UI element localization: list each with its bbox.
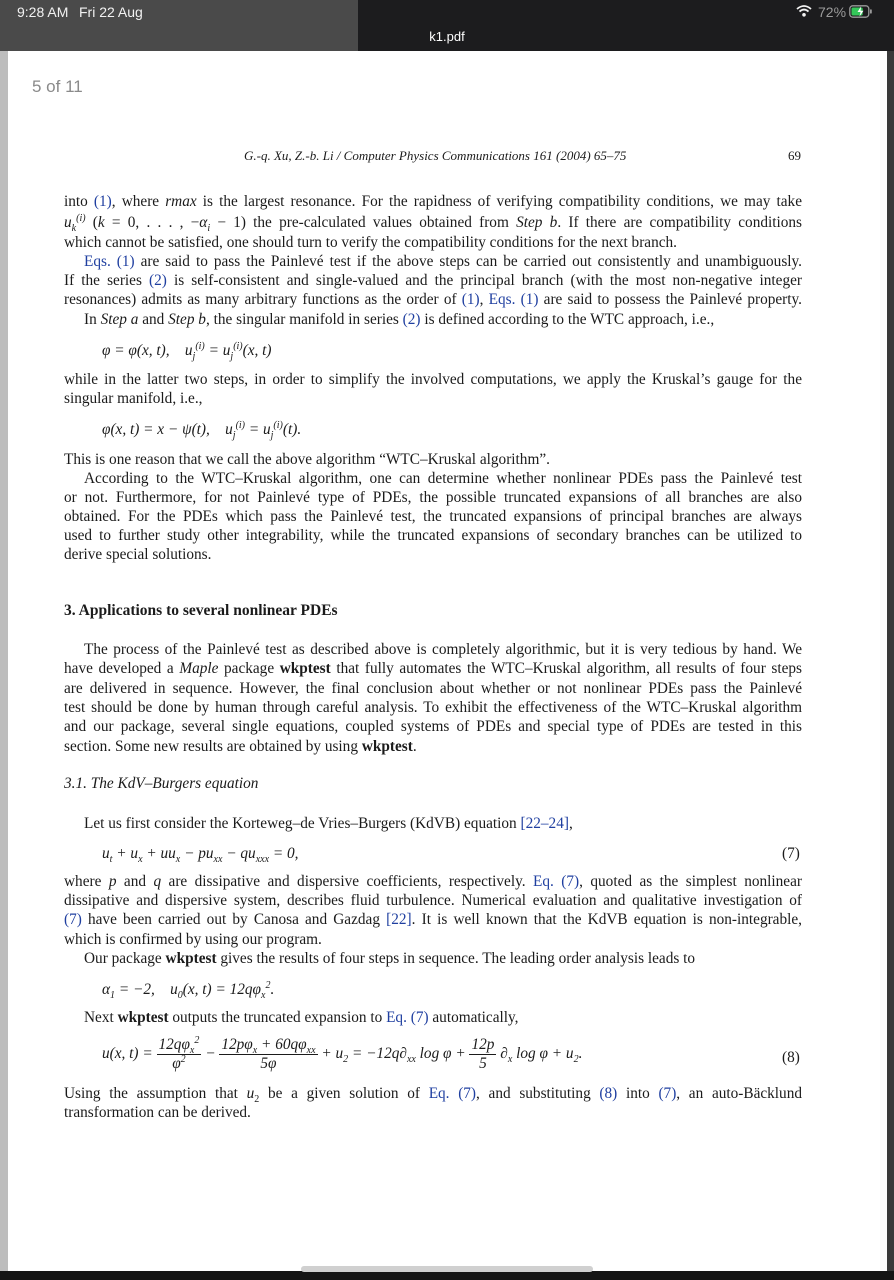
equation: $\alpha_1 = -2$, $u_0(x$, $t) = 12q\varphi_x^2$. bbox=[102, 979, 275, 1002]
body-line: Let us first consider the Korteweg–de Vries–Burgers (KdVB) equation [22–24], bbox=[84, 815, 573, 832]
subsection-title: 3.1. The KdV–Burgers equation bbox=[64, 775, 259, 792]
status-date: Fri 22 Aug bbox=[79, 4, 143, 20]
running-head: G.-q. Xu, Z.-b. Li / Computer Physics Communications 161 (2004) 65–75 bbox=[244, 148, 627, 163]
body-line: Eqs. (1) are said to pass the Painlevé test if the above steps can be carried out consistently and unambiguously. bbox=[84, 253, 803, 270]
body-line: singular manifold, i.e., bbox=[64, 390, 203, 407]
ref-link[interactable]: Eq. (7) bbox=[533, 873, 580, 890]
ref-link[interactable]: (8) bbox=[599, 1085, 618, 1102]
equation: $u_t + u_x + uu_x - pu_{xx} - qu_{xxx} = 0$, bbox=[102, 845, 299, 866]
page-counter: 5 of 11 bbox=[32, 77, 83, 96]
body-line: $u_k^{(i)}$ (k = 0, . . . , $-\alpha_i - 1$) the pre-calculated values obtained from Step b. If there are compatibility conditions bbox=[64, 212, 803, 235]
body-line: Next wkptest outputs the truncated expansion to Eq. (7) automatically, bbox=[84, 1009, 519, 1026]
body-line: while in the latter two steps, in order to simplify the involved computations, we apply the Kruskal’s gauge for the bbox=[64, 371, 802, 388]
ref-link[interactable]: (1) bbox=[93, 193, 112, 210]
status-time: 9:28 AM bbox=[17, 4, 69, 20]
body-line: into (1), where rmax is the largest resonance. For the rapidness of verifying compatibility conditions, we may take bbox=[64, 193, 802, 210]
ref-link[interactable]: Eq. (7) bbox=[386, 1009, 429, 1026]
home-indicator[interactable] bbox=[301, 1266, 593, 1272]
ref-link[interactable]: (7) bbox=[64, 911, 82, 928]
equation: φ = φ(x, t), $u_j^{(i)} = u_j^{(i)}(x$, t) bbox=[102, 340, 272, 363]
battery-percent: 72% bbox=[818, 4, 847, 20]
body-line: Using the assumption that $u_2$ be a given solution of Eq. (7), and substituting (8) into (7), an auto-Bäcklund bbox=[64, 1085, 802, 1106]
body-line: or not. Furthermore, for not Painlevé type of PDEs, the possible truncated expansions of all branches are also bbox=[64, 489, 802, 506]
equation: u(x, t) = $\frac{12q\varphi_x^2}{\varphi^2}$ − $\frac{12p\varphi_x + 60q\varphi_{xx}}{5\varphi}$ + $u_2 = -12q\partial_{xx}$ log φ + $\frac{12p}{5}$ $\partial_x$ $\log \varphi + u_2$. bbox=[102, 1034, 583, 1072]
body-line: Our package wkptest gives the results of four steps in sequence. The leading order analysis leads to bbox=[84, 950, 696, 967]
body-line: transformation can be derived. bbox=[64, 1104, 251, 1121]
body-line: (7) have been carried out by Canosa and Gazdag [22]. It is well known that the KdVB equation is non-integrable, bbox=[64, 911, 802, 928]
body-line: section. Some new results are obtained by using wkptest. bbox=[64, 738, 417, 755]
ref-link[interactable]: (2) bbox=[402, 311, 421, 328]
ref-link[interactable]: [22–24] bbox=[520, 815, 569, 832]
bottom-bar bbox=[0, 1271, 894, 1280]
battery-charging-icon bbox=[849, 5, 873, 18]
body-line: dissipative and dispersive system, describes fluid turbulence. Numerical evaluation and qualitative investigation of bbox=[64, 892, 802, 909]
ref-link[interactable]: Eq. (7) bbox=[428, 1085, 477, 1102]
ref-link[interactable]: Eqs. (1) bbox=[84, 253, 135, 270]
equation: φ(x, t) = x − ψ(t), $u_j^{(i)} = u_j^{(i)}(t)$. bbox=[102, 419, 302, 442]
page-left-edge bbox=[0, 51, 8, 1271]
body-line: have developed a Maple package wkptest that fully automates the WTC–Kruskal algorithm, all results of four steps bbox=[64, 660, 802, 677]
wifi-icon bbox=[796, 5, 812, 17]
page-number: 69 bbox=[788, 148, 801, 163]
body-line: used to further study other integrability, while the truncated expansions of secondary branches can be utilized to bbox=[64, 527, 802, 544]
ref-link[interactable]: (1) bbox=[461, 291, 480, 308]
ref-link[interactable]: (2) bbox=[149, 272, 167, 289]
body-line: If the series (2) is self-consistent and single-valued and the principal branch (with the most non-negative integer bbox=[64, 272, 802, 289]
body-line: The process of the Painlevé test as described above is completely algorithmic, but it is very tedious by hand. We bbox=[84, 641, 802, 658]
top-bar bbox=[0, 0, 894, 51]
body-line: and our package, several single equations, coupled systems of PDEs and special type of PDEs are tested in this bbox=[64, 718, 802, 735]
body-line: where p and q are dissipative and dispersive coefficients, respectively. Eq. (7), quoted as the simplest nonlinear bbox=[64, 873, 802, 890]
body-line: derive special solutions. bbox=[64, 546, 212, 563]
ref-link[interactable]: Eqs. (1) bbox=[488, 291, 539, 308]
body-line: test should be done by human through careful analysis. To exhibit the effectiveness of the WTC–Kruskal algorithm bbox=[64, 699, 802, 716]
body-line: resonances) admits as many arbitrary functions as the order of (1), Eqs. (1) are said to possess the Painlevé property. bbox=[64, 291, 802, 308]
section-title: 3. Applications to several nonlinear PDEs bbox=[64, 602, 338, 619]
ref-link[interactable]: (7) bbox=[658, 1085, 677, 1102]
equation-number: (8) bbox=[782, 1049, 800, 1066]
body-line: which cannot be satisfied, one should turn to verify the compatibility conditions for the next branch. bbox=[64, 234, 678, 251]
body-line: which is confirmed by using our program. bbox=[64, 931, 322, 948]
body-line: obtained. For the PDEs which pass the Painlevé test, the truncated expansions of principal branches are always bbox=[64, 508, 802, 525]
equation-number: (7) bbox=[782, 845, 800, 862]
body-line: are delivered in sequence. However, the final conclusion about whether or not nonlinear PDEs pass the Painlevé bbox=[64, 680, 802, 697]
ref-link[interactable]: [22] bbox=[386, 911, 412, 928]
page-right-edge bbox=[887, 51, 894, 1271]
body-line: According to the WTC–Kruskal algorithm, one can determine whether nonlinear PDEs pass the Painlevé test bbox=[84, 470, 802, 487]
document-title[interactable]: k1.pdf bbox=[429, 29, 465, 44]
body-line: This is one reason that we call the above algorithm “WTC–Kruskal algorithm”. bbox=[64, 451, 550, 468]
body-line: In Step a and Step b, the singular manifold in series (2) is defined according to the WTC approach, i.e., bbox=[84, 311, 715, 328]
